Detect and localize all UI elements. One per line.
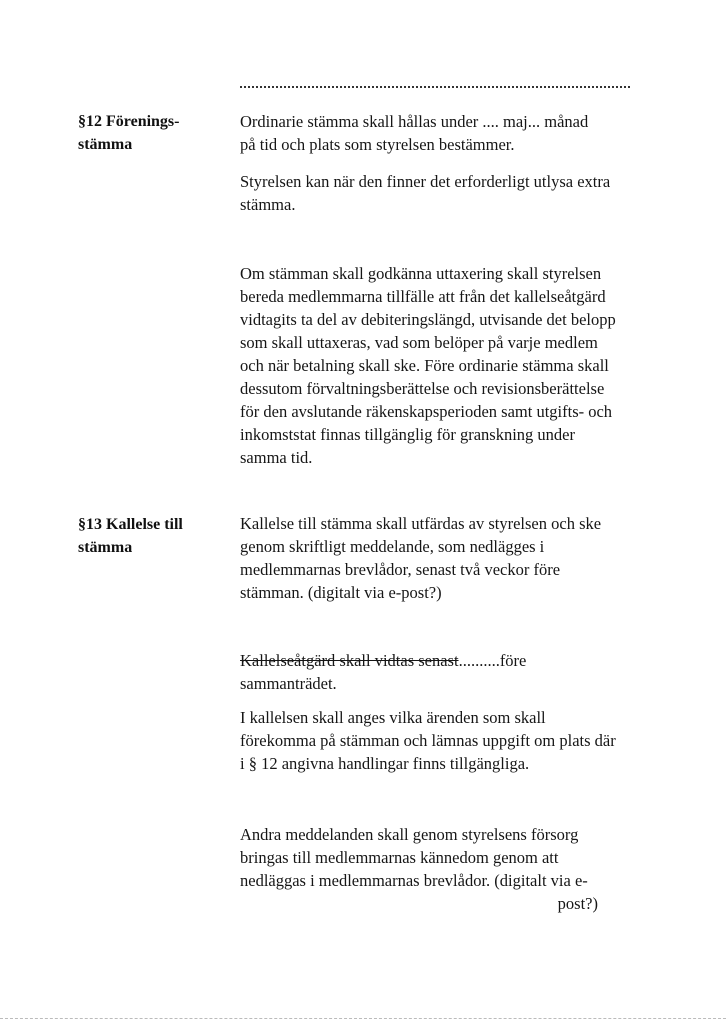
section-13-heading-line-1: §13 Kallelse till [78,516,183,533]
section-12-paragraph-2 [240,170,650,216]
text-line: stämma. [240,195,296,214]
text-line: dessutom förvaltningsberättelse och revisionsberättelse [240,379,605,398]
section-13-heading-line-2: stämma [78,539,133,556]
section-13-paragraph-2 [240,649,650,695]
text-line: vidtagits ta del av debiteringslängd, utvisande det belopp [240,310,616,329]
text-line: medlemmarnas brevlådor, senast två veckor före [240,560,561,579]
section-13-paragraph-3 [240,706,650,775]
text-line: samma tid. [240,448,313,467]
text-fragment: ..........före [458,651,527,670]
section-12-heading-line-1: §12 Förenings- [78,113,180,130]
text-line: stämman. (digitalt via e-post?) [240,583,442,602]
text-line: bringas till medlemmarnas kännedom genom att [240,848,559,867]
text-line: som skall uttaxeras, vad som belöper på varje medlem [240,333,598,352]
text-line: Ordinarie stämma skall hållas under .... maj... månad [240,112,589,131]
section-13-paragraph-4 [240,823,650,915]
text-line: Om stämman skall godkänna uttaxering skall styrelsen [240,264,602,283]
text-line: bereda medlemmarna tillfälle att från det kallelseåtgärd [240,287,606,306]
section-12-paragraph-3 [240,262,650,469]
section-12-paragraph-1 [240,110,650,156]
text-line: nedläggas i medlemmarnas brevlådor. (digitalt via e- [240,871,588,890]
text-line: i § 12 angivna handlingar finns tillgängliga. [240,754,530,773]
text-line: inkomststat finnas tillgänglig för granskning under [240,425,575,444]
text-line: post?) [557,894,598,913]
text-line: förekomma på stämman och lämnas uppgift om plats där [240,731,616,750]
text-line: Styrelsen kan när den finner det erforderligt utlysa extra [240,172,611,191]
section-12-heading-line-2: stämma [78,136,133,153]
text-line: sammanträdet. [240,674,337,693]
text-line: och när betalning skall ske. Före ordinarie stämma skall [240,356,609,375]
struck-text: Kallelseåtgärd skall vidtas senast [240,651,459,670]
section-13-heading [78,513,183,559]
text-line: på tid och plats som styrelsen bestämmer. [240,135,515,154]
dotted-rule [240,86,630,88]
text-line: genom skriftligt meddelande, som nedlägges i [240,537,545,556]
text-line: I kallelsen skall anges vilka ärenden som skall [240,708,546,727]
section-13-paragraph-1 [240,512,650,604]
scan-edge-marks [0,1018,726,1019]
text-line: Kallelse till stämma skall utfärdas av styrelsen och ske [240,514,602,533]
text-line [240,649,650,672]
text-line: Andra meddelanden skall genom styrelsens försorg [240,825,579,844]
section-12-heading [78,110,179,156]
text-line: för den avslutande räkenskapsperioden samt utgifts- och [240,402,613,421]
